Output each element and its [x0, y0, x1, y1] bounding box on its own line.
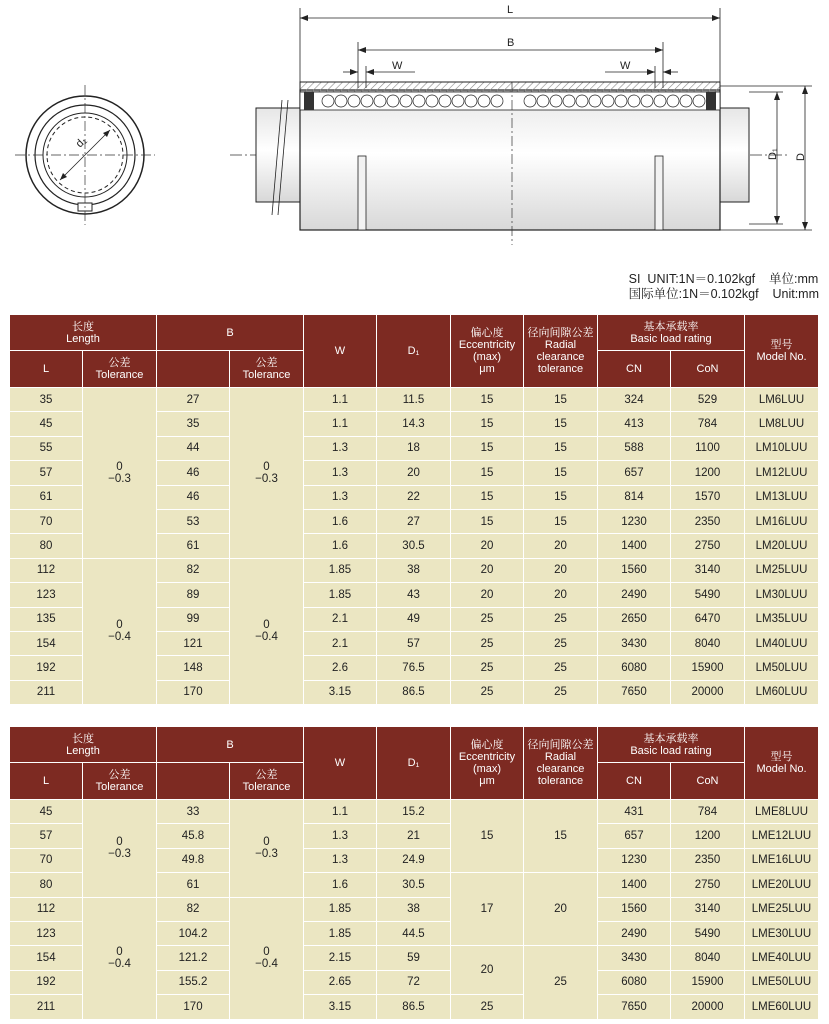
table-cell: 25 — [524, 607, 598, 631]
table-cell: 15.2 — [377, 800, 451, 824]
d1-header: D₁ — [377, 727, 451, 800]
table-cell: 1.85 — [304, 583, 377, 607]
eccentricity-header: 偏心度 Eccentricity (max) μm — [451, 315, 524, 388]
table-cell: 15 — [524, 485, 598, 509]
table-cell: 135 — [10, 607, 83, 631]
unit-line-2: 国际单位:1N＝0.102kgf Unit:mm — [628, 287, 819, 301]
table-cell: 15 — [451, 461, 524, 485]
table-cell: 2750 — [671, 534, 745, 558]
table-cell: 25 — [451, 680, 524, 704]
table-cell: LM8LUU — [745, 412, 819, 436]
dim-L-label: L — [507, 4, 514, 16]
table-cell: 6470 — [671, 607, 745, 631]
table-cell: 57 — [10, 824, 83, 848]
table-cell: 1230 — [598, 848, 671, 872]
table-cell: LME30LUU — [745, 921, 819, 945]
con-header: CoN — [671, 351, 745, 388]
table-cell: 1.6 — [304, 509, 377, 533]
table-cell: 123 — [10, 921, 83, 945]
table-cell: 30.5 — [377, 873, 451, 897]
table-cell: 192 — [10, 656, 83, 680]
table-cell: 15900 — [671, 656, 745, 680]
l-tolerance-group-a: 0 −0.3 — [83, 800, 157, 898]
table-cell: 1.3 — [304, 485, 377, 509]
table-cell: 1230 — [598, 509, 671, 533]
table-cell: 154 — [10, 946, 83, 970]
table-cell: 1400 — [598, 534, 671, 558]
table-cell: 121.2 — [157, 946, 230, 970]
table-cell: 43 — [377, 583, 451, 607]
table-cell: 1.3 — [304, 461, 377, 485]
unit-line-1: SI UNIT:1N＝0.102kgf 单位:mm — [628, 272, 819, 286]
table-cell: 3.15 — [304, 680, 377, 704]
length-header: 长度 Length — [10, 727, 157, 763]
l-tolerance-header: 公差 Tolerance — [83, 351, 157, 388]
table-cell: 2350 — [671, 509, 745, 533]
lm-luu-spec-table — [9, 314, 819, 705]
table-cell: 2.1 — [304, 631, 377, 655]
table-cell: 15 — [451, 436, 524, 460]
table-cell: LM13LUU — [745, 485, 819, 509]
dim-B-label: B — [507, 37, 515, 49]
table-cell: 2490 — [598, 583, 671, 607]
table-cell: 3140 — [671, 558, 745, 582]
table-cell: 14.3 — [377, 412, 451, 436]
table-cell: 15 — [451, 388, 524, 412]
table-cell: 1560 — [598, 897, 671, 921]
table-cell: 123 — [10, 583, 83, 607]
table-cell: 38 — [377, 558, 451, 582]
table-cell: LM6LUU — [745, 388, 819, 412]
table-cell: LM60LUU — [745, 680, 819, 704]
table-cell: 784 — [671, 800, 745, 824]
table-cell: LM30LUU — [745, 583, 819, 607]
table-cell: LME60LUU — [745, 995, 819, 1019]
table-cell: 8040 — [671, 631, 745, 655]
bearing-drawing — [0, 0, 829, 285]
table-cell: 3.15 — [304, 995, 377, 1019]
table-cell: 30.5 — [377, 534, 451, 558]
table-cell: 192 — [10, 970, 83, 994]
table-cell: LM16LUU — [745, 509, 819, 533]
table-row — [10, 800, 819, 824]
table-cell: 35 — [10, 388, 83, 412]
table-cell: 49.8 — [157, 848, 230, 872]
table-cell: 49 — [377, 607, 451, 631]
table-cell: LME12LUU — [745, 824, 819, 848]
table-cell: 1200 — [671, 461, 745, 485]
table-row — [10, 558, 819, 582]
table-cell: LME20LUU — [745, 873, 819, 897]
b-value-header — [157, 763, 230, 800]
table-cell: LM12LUU — [745, 461, 819, 485]
table-cell: 15 — [451, 509, 524, 533]
radial-group-1: 15 — [524, 800, 598, 873]
table-cell: 46 — [157, 485, 230, 509]
table-cell: 20 — [451, 583, 524, 607]
table-cell: LM25LUU — [745, 558, 819, 582]
table-cell: 1.3 — [304, 824, 377, 848]
table-cell: 3140 — [671, 897, 745, 921]
table-cell: 25 — [524, 631, 598, 655]
table-cell: LM20LUU — [745, 534, 819, 558]
table-cell: 45 — [10, 800, 83, 824]
end-view — [15, 85, 155, 225]
table-cell: 70 — [10, 509, 83, 533]
table-cell: 657 — [598, 824, 671, 848]
table-cell: LME25LUU — [745, 897, 819, 921]
table-cell: 20 — [451, 558, 524, 582]
table-cell: 20 — [377, 461, 451, 485]
eccentricity-header: 偏心度 Eccentricity (max) μm — [451, 727, 524, 800]
unit-note — [629, 272, 819, 302]
table-cell: LM40LUU — [745, 631, 819, 655]
dim-W-right-label: W — [620, 60, 631, 72]
b-tolerance-group-a: 0 −0.3 — [230, 388, 304, 559]
radial-group-2: 20 — [524, 873, 598, 946]
b-tolerance-header: 公差 Tolerance — [230, 763, 304, 800]
table-cell: 1.6 — [304, 534, 377, 558]
b-header: B — [157, 315, 304, 351]
table-cell: 55 — [10, 436, 83, 460]
load-rating-header: 基本承载率 Basic load rating — [598, 315, 745, 351]
table-cell: 11.5 — [377, 388, 451, 412]
b-header: B — [157, 727, 304, 763]
table-cell: 5490 — [671, 583, 745, 607]
d1-label: d₁ — [73, 134, 90, 151]
table-cell: 99 — [157, 607, 230, 631]
table-cell: 1.1 — [304, 800, 377, 824]
table-cell: 27 — [157, 388, 230, 412]
table-cell: 45 — [10, 412, 83, 436]
table-cell: 20 — [451, 534, 524, 558]
table-cell: 121 — [157, 631, 230, 655]
table-cell: 24.9 — [377, 848, 451, 872]
dim-D1-label: D₁ — [767, 148, 779, 160]
eccentricity-group-1: 15 — [451, 800, 524, 873]
d1-header: D₁ — [377, 315, 451, 388]
table-cell: 7650 — [598, 995, 671, 1019]
con-header: CoN — [671, 763, 745, 800]
table-cell: 112 — [10, 558, 83, 582]
table-cell: 46 — [157, 461, 230, 485]
b-tolerance-group-a: 0 −0.3 — [230, 800, 304, 898]
table-cell: 86.5 — [377, 995, 451, 1019]
table-cell: 2.6 — [304, 656, 377, 680]
cn-header: CN — [598, 351, 671, 388]
table-cell: 324 — [598, 388, 671, 412]
dim-D-label: D — [795, 153, 807, 161]
table-cell: 15 — [451, 485, 524, 509]
table-cell: 76.5 — [377, 656, 451, 680]
table-cell: 588 — [598, 436, 671, 460]
table-cell: 6080 — [598, 970, 671, 994]
table-cell: 61 — [157, 534, 230, 558]
table-row — [10, 897, 819, 921]
table-cell: 1200 — [671, 824, 745, 848]
table-cell: 82 — [157, 558, 230, 582]
table-cell: 82 — [157, 897, 230, 921]
table-cell: 86.5 — [377, 680, 451, 704]
table-cell: LM10LUU — [745, 436, 819, 460]
table-cell: 3430 — [598, 631, 671, 655]
model-header: 型号 Model No. — [745, 315, 819, 388]
table-cell: 20000 — [671, 995, 745, 1019]
table-cell: 59 — [377, 946, 451, 970]
table-cell: 80 — [10, 873, 83, 897]
table-cell: 2.1 — [304, 607, 377, 631]
table-cell: 657 — [598, 461, 671, 485]
eccentricity-group-3: 20 — [451, 946, 524, 995]
table-cell: 20 — [524, 583, 598, 607]
table-cell: 89 — [157, 583, 230, 607]
table-cell: 15 — [524, 388, 598, 412]
table-cell: 104.2 — [157, 921, 230, 945]
eccentricity-group-2: 17 — [451, 873, 524, 946]
table-cell: 211 — [10, 995, 83, 1019]
table-cell: 6080 — [598, 656, 671, 680]
table-cell: 57 — [377, 631, 451, 655]
table-cell: LME40LUU — [745, 946, 819, 970]
table-cell: 1.6 — [304, 873, 377, 897]
table-cell: 61 — [10, 485, 83, 509]
table-cell: 57 — [10, 461, 83, 485]
table-cell: 20000 — [671, 680, 745, 704]
table-cell: 35 — [157, 412, 230, 436]
b-tolerance-group-b: 0 −0.4 — [230, 897, 304, 1019]
table-cell: 2350 — [671, 848, 745, 872]
table-cell: 8040 — [671, 946, 745, 970]
l-header: L — [10, 351, 83, 388]
table-cell: 112 — [10, 897, 83, 921]
table-cell: 53 — [157, 509, 230, 533]
table-cell: 20 — [524, 534, 598, 558]
table-cell: 15900 — [671, 970, 745, 994]
table-cell: 27 — [377, 509, 451, 533]
table-cell: 1.1 — [304, 388, 377, 412]
table-cell: 1.3 — [304, 436, 377, 460]
table-cell: 72 — [377, 970, 451, 994]
table-cell: 154 — [10, 631, 83, 655]
table-cell: 15 — [524, 509, 598, 533]
eccentricity-group-4: 25 — [451, 995, 524, 1019]
table-cell: 18 — [377, 436, 451, 460]
table-cell: 25 — [451, 656, 524, 680]
table-cell: 5490 — [671, 921, 745, 945]
table-cell: LME50LUU — [745, 970, 819, 994]
table-cell: 170 — [157, 995, 230, 1019]
table-cell: 1.85 — [304, 897, 377, 921]
table-cell: 784 — [671, 412, 745, 436]
table-cell: 1.85 — [304, 921, 377, 945]
l-header: L — [10, 763, 83, 800]
table-cell: LME8LUU — [745, 800, 819, 824]
table-cell: 22 — [377, 485, 451, 509]
table-cell: 1400 — [598, 873, 671, 897]
table-cell: LM50LUU — [745, 656, 819, 680]
l-tolerance-header: 公差 Tolerance — [83, 763, 157, 800]
table-cell: 7650 — [598, 680, 671, 704]
table-cell: 61 — [157, 873, 230, 897]
table-cell: 25 — [524, 656, 598, 680]
table-cell: 1560 — [598, 558, 671, 582]
table-cell: 70 — [10, 848, 83, 872]
radial-clearance-header: 径向间隙公差 Radial clearance tolerance — [524, 727, 598, 800]
table-cell: 15 — [451, 412, 524, 436]
table-cell: 21 — [377, 824, 451, 848]
table-cell: 413 — [598, 412, 671, 436]
radial-clearance-header: 径向间隙公差 Radial clearance tolerance — [524, 315, 598, 388]
table-cell: LME16LUU — [745, 848, 819, 872]
radial-group-3: 25 — [524, 946, 598, 1019]
table-cell: 25 — [451, 631, 524, 655]
table-cell: 1.1 — [304, 412, 377, 436]
table-cell: 2.15 — [304, 946, 377, 970]
table-cell: 20 — [524, 558, 598, 582]
lme-luu-spec-table — [9, 726, 819, 1020]
side-view — [230, 82, 790, 245]
table-cell: 80 — [10, 534, 83, 558]
table-cell: 2490 — [598, 921, 671, 945]
table-cell: 814 — [598, 485, 671, 509]
table-cell: 155.2 — [157, 970, 230, 994]
table-cell: 2750 — [671, 873, 745, 897]
table-cell: 148 — [157, 656, 230, 680]
b-value-header — [157, 351, 230, 388]
table-cell: 1.3 — [304, 848, 377, 872]
table-cell: 2.65 — [304, 970, 377, 994]
table-cell: 25 — [451, 607, 524, 631]
table-cell: 44.5 — [377, 921, 451, 945]
table-cell: 44 — [157, 436, 230, 460]
table-cell: 45.8 — [157, 824, 230, 848]
model-header: 型号 Model No. — [745, 727, 819, 800]
table-cell: 1570 — [671, 485, 745, 509]
table-cell: 1.85 — [304, 558, 377, 582]
table-cell: 15 — [524, 436, 598, 460]
table-cell: 170 — [157, 680, 230, 704]
length-header: 长度 Length — [10, 315, 157, 351]
load-rating-header: 基本承载率 Basic load rating — [598, 727, 745, 763]
table-cell: 431 — [598, 800, 671, 824]
table-row — [10, 388, 819, 412]
table-cell: 529 — [671, 388, 745, 412]
l-tolerance-group-b: 0 −0.4 — [83, 558, 157, 704]
b-tolerance-group-b: 0 −0.4 — [230, 558, 304, 704]
dim-W-left-label: W — [392, 60, 403, 72]
table-cell: 3430 — [598, 946, 671, 970]
l-tolerance-group-a: 0 −0.3 — [83, 388, 157, 559]
table-cell: 33 — [157, 800, 230, 824]
l-tolerance-group-b: 0 −0.4 — [83, 897, 157, 1019]
table-cell: 2650 — [598, 607, 671, 631]
table-cell: LM35LUU — [745, 607, 819, 631]
table-cell: 38 — [377, 897, 451, 921]
w-header: W — [304, 315, 377, 388]
w-header: W — [304, 727, 377, 800]
table-cell: 15 — [524, 412, 598, 436]
cn-header: CN — [598, 763, 671, 800]
b-tolerance-header: 公差 Tolerance — [230, 351, 304, 388]
table-cell: 1100 — [671, 436, 745, 460]
table-cell: 25 — [524, 680, 598, 704]
table-cell: 15 — [524, 461, 598, 485]
table-cell: 211 — [10, 680, 83, 704]
